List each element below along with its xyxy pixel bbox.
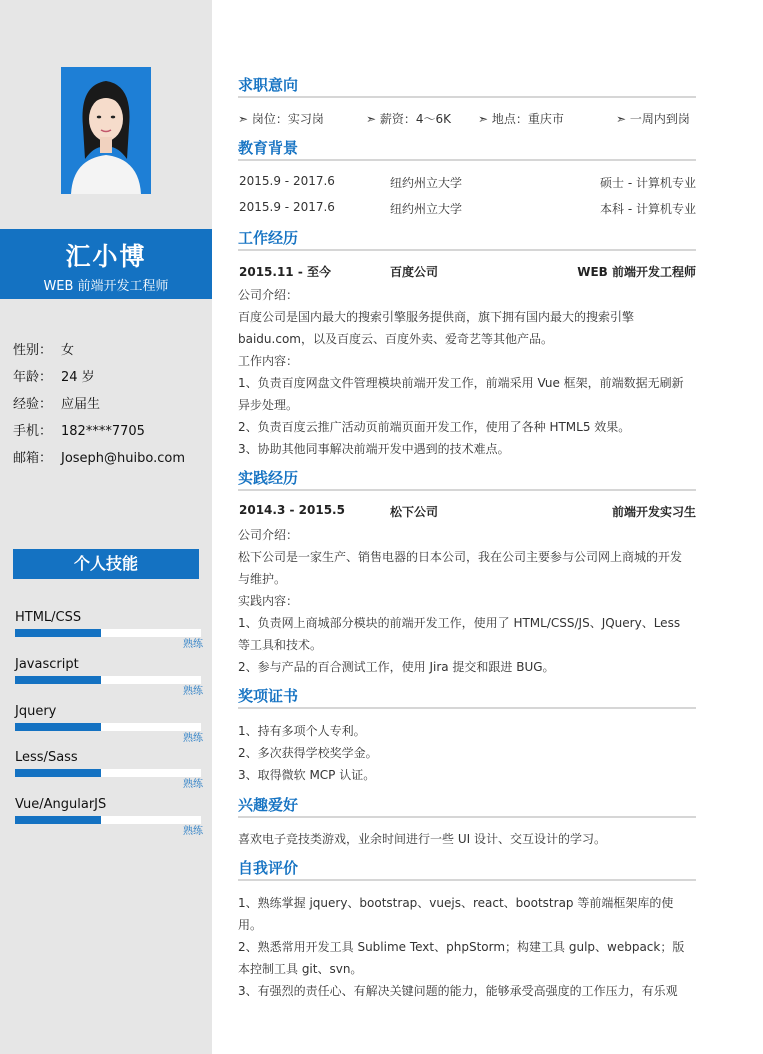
work-line: 2、负责百度云推广活动页前端页面开发工作，使用了各种 HTML5 效果。 [238, 420, 631, 434]
info-age: 年龄： 24 岁 [13, 370, 95, 385]
practice-line: 公司介绍： [238, 528, 299, 542]
skill-item: Javascript 熟练 [15, 657, 203, 697]
work-line: 工作内容： [238, 354, 299, 368]
self-line: 1、熟练掌握 jquery、bootstrap、vuejs、react、bootstrap 等前端框架库的使 [238, 896, 674, 910]
name-banner [0, 229, 212, 299]
section-title-practice: 实践经历 [238, 469, 299, 487]
hobby-line: 喜欢电子竞技类游戏，业余时间进行一些 UI 设计、交互设计的学习。 [238, 832, 606, 846]
section-title-awards: 奖项证书 [238, 687, 299, 705]
divider [238, 489, 696, 491]
skill-item: Less/Sass 熟练 [15, 750, 203, 790]
award-line: 1、持有多项个人专利。 [238, 724, 366, 738]
work-line: 1、负责百度网盘文件管理模块前端开发工作，前端采用 Vue 框架，前端数据无刷新 [238, 376, 684, 390]
divider [238, 879, 696, 881]
info-email: 邮箱： Joseph@huibo.com [13, 451, 186, 466]
self-line: 本控制工具 git、svn。 [238, 962, 363, 976]
divider [238, 249, 696, 251]
divider [238, 816, 696, 818]
practice-line: 实践内容： [238, 594, 299, 608]
info-phone: 手机： 182****7705 [13, 424, 145, 439]
section-title-work: 工作经历 [238, 229, 299, 247]
skill-bar [15, 723, 101, 731]
skill-bar [15, 629, 101, 637]
self-line: 3、有强烈的责任心、有解决关键问题的能力，能够承受高强度的工作压力，有乐观 [238, 984, 678, 998]
section-title-education: 教育背景 [238, 139, 299, 157]
practice-line: 2、参与产品的百合测试工作，使用 Jira 提交和跟进 BUG。 [238, 660, 555, 674]
self-line: 2、熟悉常用开发工具 Sublime Text、phpStorm；构建工具 gulp、webpack；版 [238, 940, 685, 954]
section-title-hobby: 兴趣爱好 [238, 796, 299, 814]
work-line: baidu.com，以及百度云、百度外卖、爱奇艺等其他产品。 [238, 332, 553, 346]
candidate-name: 汇小博 [65, 242, 147, 271]
skill-item: HTML/CSS 熟练 [15, 610, 203, 650]
divider [238, 159, 696, 161]
info-gender: 性别： 女 [13, 343, 75, 358]
sidebar [0, 0, 212, 1054]
divider [238, 96, 696, 98]
avatar [61, 67, 151, 194]
skill-bar [15, 816, 101, 824]
candidate-title: WEB 前端开发工程师 [43, 279, 169, 294]
section-title-intent: 求职意向 [238, 76, 299, 94]
work-line: 公司介绍： [238, 288, 299, 302]
skills-heading: 个人技能 [13, 549, 199, 579]
practice-line: 1、负责网上商城部分模块的前端开发工作，使用了 HTML/CSS/JS、JQuery、Less [238, 616, 681, 630]
award-line: 2、多次获得学校奖学金。 [238, 746, 378, 760]
practice-line: 与维护。 [238, 572, 287, 586]
divider [238, 707, 696, 709]
work-line: 3、协助其他同事解决前端开发中遇到的技术难点。 [238, 442, 510, 456]
skill-bar [15, 769, 101, 777]
skill-item: Vue/AngularJS 熟练 [15, 797, 203, 837]
practice-line: 等工具和技术。 [238, 638, 323, 652]
skill-item: Jquery 熟练 [15, 704, 203, 744]
work-line: 百度公司是国内最大的搜索引擎服务提供商，旗下拥有国内最大的搜索引擎 [238, 310, 635, 324]
self-line: 用。 [238, 918, 263, 932]
section-title-self: 自我评价 [238, 859, 299, 877]
skill-bar [15, 676, 101, 684]
info-experience: 经验： 应届生 [13, 397, 101, 412]
award-line: 3、取得微软 MCP 认证。 [238, 768, 376, 782]
practice-line: 松下公司是一家生产、销售电器的日本公司，我在公司主要参与公司网上商城的开发 [238, 550, 683, 564]
work-line: 异步处理。 [238, 398, 299, 412]
